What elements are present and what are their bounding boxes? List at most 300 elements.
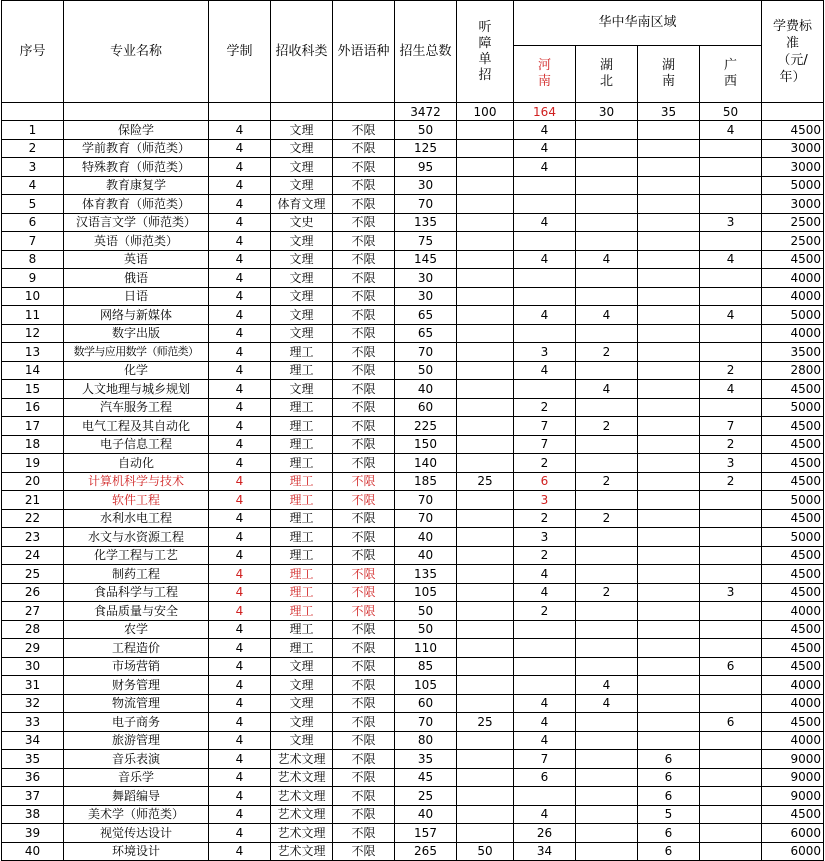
cell-years: 4 [209, 565, 271, 584]
cell-years: 4 [209, 250, 271, 269]
cell-major: 舞蹈编导 [64, 787, 209, 806]
cell-hubei [576, 620, 638, 639]
cell-language: 不限 [333, 361, 395, 380]
cell-language: 不限 [333, 380, 395, 399]
cell-hunan [638, 676, 700, 695]
cell-hubei: 4 [576, 250, 638, 269]
cell-deaf [457, 805, 514, 824]
cell-deaf [457, 232, 514, 251]
cell-deaf [457, 528, 514, 547]
header-deaf [457, 1, 514, 103]
cell-subject: 理工 [271, 361, 333, 380]
cell-guangxi [700, 639, 762, 658]
cell-language: 不限 [333, 565, 395, 584]
cell-total: 30 [395, 176, 457, 195]
cell-henan: 7 [514, 435, 576, 454]
cell-guangxi: 2 [700, 361, 762, 380]
totals-hubei: 30 [576, 103, 638, 121]
cell-total: 150 [395, 435, 457, 454]
cell-hunan [638, 158, 700, 177]
cell-hunan: 6 [638, 842, 700, 861]
cell-years: 4 [209, 287, 271, 306]
cell-deaf [457, 787, 514, 806]
totals-blank [271, 103, 333, 121]
cell-years: 4 [209, 842, 271, 861]
cell-guangxi [700, 398, 762, 417]
cell-subject: 理工 [271, 565, 333, 584]
cell-years: 4 [209, 491, 271, 510]
totals-blank [333, 103, 395, 121]
header-hunan-label: 湖南 [661, 58, 675, 89]
cell-language: 不限 [333, 602, 395, 621]
cell-major: 英语（师范类） [64, 232, 209, 251]
cell-hubei [576, 565, 638, 584]
cell-total: 50 [395, 620, 457, 639]
cell-hunan [638, 713, 700, 732]
cell-major: 汉语言文学（师范类） [64, 213, 209, 232]
cell-seq: 25 [2, 565, 64, 584]
cell-hunan [638, 139, 700, 158]
cell-henan [514, 324, 576, 343]
cell-henan [514, 195, 576, 214]
cell-hubei [576, 546, 638, 565]
cell-guangxi [700, 139, 762, 158]
cell-deaf [457, 454, 514, 473]
cell-hunan [638, 232, 700, 251]
cell-henan [514, 380, 576, 399]
table-row [2, 787, 824, 806]
cell-language: 不限 [333, 176, 395, 195]
cell-fee: 4000 [762, 694, 824, 713]
cell-total: 265 [395, 842, 457, 861]
table-row [2, 158, 824, 177]
cell-hunan [638, 398, 700, 417]
table-row [2, 546, 824, 565]
enrollment-table [1, 0, 824, 861]
cell-subject: 文理 [271, 731, 333, 750]
cell-subject: 文理 [271, 121, 333, 140]
header-subject: 招收科类 [271, 1, 333, 103]
cell-hunan [638, 287, 700, 306]
cell-deaf: 50 [457, 842, 514, 861]
cell-guangxi [700, 269, 762, 288]
cell-total: 185 [395, 472, 457, 491]
header-henan-label: 河南 [537, 58, 551, 89]
cell-major: 教育康复学 [64, 176, 209, 195]
cell-deaf [457, 380, 514, 399]
cell-deaf [457, 195, 514, 214]
cell-subject: 文理 [271, 139, 333, 158]
cell-total: 25 [395, 787, 457, 806]
cell-hubei [576, 398, 638, 417]
header-region: 华中华南区域 [514, 1, 762, 46]
cell-fee: 4500 [762, 546, 824, 565]
cell-fee: 4000 [762, 676, 824, 695]
cell-language: 不限 [333, 417, 395, 436]
cell-hunan [638, 731, 700, 750]
cell-deaf [457, 657, 514, 676]
cell-deaf [457, 213, 514, 232]
cell-hunan [638, 620, 700, 639]
cell-hunan [638, 195, 700, 214]
cell-seq: 27 [2, 602, 64, 621]
table-row [2, 768, 824, 787]
cell-language: 不限 [333, 213, 395, 232]
cell-hubei [576, 491, 638, 510]
cell-deaf [457, 398, 514, 417]
cell-fee: 2800 [762, 361, 824, 380]
table-body [2, 121, 824, 861]
cell-deaf [457, 250, 514, 269]
cell-subject: 文史 [271, 213, 333, 232]
cell-subject: 文理 [271, 306, 333, 325]
cell-fee: 9000 [762, 750, 824, 769]
cell-hubei: 2 [576, 472, 638, 491]
cell-major: 特殊教育（师范类） [64, 158, 209, 177]
cell-years: 4 [209, 454, 271, 473]
cell-seq: 5 [2, 195, 64, 214]
cell-years: 4 [209, 546, 271, 565]
header-hubei-label: 湖北 [599, 58, 613, 89]
cell-henan [514, 269, 576, 288]
cell-guangxi [700, 842, 762, 861]
cell-language: 不限 [333, 121, 395, 140]
cell-deaf [457, 583, 514, 602]
cell-major: 环境设计 [64, 842, 209, 861]
cell-henan: 6 [514, 768, 576, 787]
cell-years: 4 [209, 750, 271, 769]
cell-years: 4 [209, 398, 271, 417]
table-row [2, 269, 824, 288]
table-row [2, 361, 824, 380]
cell-fee: 4500 [762, 417, 824, 436]
cell-hubei [576, 787, 638, 806]
cell-henan: 4 [514, 565, 576, 584]
cell-henan: 4 [514, 805, 576, 824]
header-major: 专业名称 [64, 1, 209, 103]
cell-major: 视觉传达设计 [64, 824, 209, 843]
cell-subject: 理工 [271, 491, 333, 510]
cell-henan: 7 [514, 417, 576, 436]
cell-hunan [638, 361, 700, 380]
cell-hunan [638, 528, 700, 547]
cell-fee: 4500 [762, 583, 824, 602]
cell-major: 工程造价 [64, 639, 209, 658]
cell-seq: 20 [2, 472, 64, 491]
cell-henan [514, 232, 576, 251]
header-guangxi [700, 46, 762, 103]
cell-hunan [638, 583, 700, 602]
cell-hubei: 4 [576, 676, 638, 695]
cell-total: 65 [395, 306, 457, 325]
cell-years: 4 [209, 583, 271, 602]
cell-major: 人文地理与城乡规划 [64, 380, 209, 399]
cell-henan: 3 [514, 528, 576, 547]
cell-years: 4 [209, 232, 271, 251]
cell-years: 4 [209, 306, 271, 325]
cell-deaf [457, 639, 514, 658]
cell-hubei [576, 750, 638, 769]
cell-total: 70 [395, 713, 457, 732]
cell-guangxi: 6 [700, 713, 762, 732]
cell-fee: 9000 [762, 787, 824, 806]
cell-language: 不限 [333, 343, 395, 362]
header-years: 学制 [209, 1, 271, 103]
cell-hunan [638, 269, 700, 288]
cell-guangxi: 3 [700, 454, 762, 473]
cell-years: 4 [209, 657, 271, 676]
cell-fee: 4500 [762, 620, 824, 639]
cell-subject: 理工 [271, 509, 333, 528]
cell-hubei [576, 454, 638, 473]
cell-language: 不限 [333, 398, 395, 417]
cell-total: 80 [395, 731, 457, 750]
cell-deaf [457, 750, 514, 769]
cell-seq: 1 [2, 121, 64, 140]
cell-fee: 4000 [762, 269, 824, 288]
table-row [2, 213, 824, 232]
cell-deaf [457, 565, 514, 584]
cell-hunan [638, 602, 700, 621]
cell-language: 不限 [333, 787, 395, 806]
cell-subject: 理工 [271, 343, 333, 362]
cell-deaf [457, 324, 514, 343]
cell-seq: 32 [2, 694, 64, 713]
cell-seq: 12 [2, 324, 64, 343]
cell-henan: 4 [514, 250, 576, 269]
cell-deaf [457, 158, 514, 177]
cell-hunan [638, 546, 700, 565]
cell-deaf: 25 [457, 713, 514, 732]
cell-language: 不限 [333, 583, 395, 602]
cell-seq: 34 [2, 731, 64, 750]
cell-henan [514, 639, 576, 658]
cell-major: 电子信息工程 [64, 435, 209, 454]
cell-henan: 7 [514, 750, 576, 769]
cell-hubei [576, 768, 638, 787]
cell-years: 4 [209, 361, 271, 380]
cell-total: 70 [395, 491, 457, 510]
cell-deaf [457, 546, 514, 565]
cell-seq: 9 [2, 269, 64, 288]
cell-years: 4 [209, 213, 271, 232]
cell-major: 市场营销 [64, 657, 209, 676]
cell-subject: 文理 [271, 158, 333, 177]
cell-subject: 文理 [271, 176, 333, 195]
cell-major: 食品质量与安全 [64, 602, 209, 621]
cell-hunan: 6 [638, 787, 700, 806]
cell-major: 食品科学与工程 [64, 583, 209, 602]
cell-years: 4 [209, 787, 271, 806]
cell-total: 95 [395, 158, 457, 177]
cell-fee: 4500 [762, 454, 824, 473]
cell-henan: 2 [514, 509, 576, 528]
cell-hubei: 2 [576, 343, 638, 362]
cell-seq: 6 [2, 213, 64, 232]
cell-deaf [457, 139, 514, 158]
cell-guangxi [700, 158, 762, 177]
cell-years: 4 [209, 158, 271, 177]
cell-fee: 3500 [762, 343, 824, 362]
cell-henan [514, 787, 576, 806]
cell-guangxi [700, 491, 762, 510]
cell-years: 4 [209, 121, 271, 140]
cell-seq: 3 [2, 158, 64, 177]
cell-seq: 26 [2, 583, 64, 602]
cell-henan: 2 [514, 398, 576, 417]
cell-subject: 艺术文理 [271, 805, 333, 824]
cell-subject: 艺术文理 [271, 824, 333, 843]
cell-major: 保险学 [64, 121, 209, 140]
cell-fee: 4500 [762, 509, 824, 528]
cell-total: 225 [395, 417, 457, 436]
cell-subject: 理工 [271, 472, 333, 491]
cell-hubei [576, 657, 638, 676]
cell-language: 不限 [333, 306, 395, 325]
cell-deaf [457, 824, 514, 843]
header-hubei [576, 46, 638, 103]
cell-hubei [576, 269, 638, 288]
table-row [2, 657, 824, 676]
cell-hubei [576, 602, 638, 621]
header-hunan [638, 46, 700, 103]
cell-guangxi [700, 232, 762, 251]
cell-hubei [576, 731, 638, 750]
cell-hubei [576, 361, 638, 380]
cell-total: 110 [395, 639, 457, 658]
table-row [2, 509, 824, 528]
cell-years: 4 [209, 731, 271, 750]
cell-major: 水文与水资源工程 [64, 528, 209, 547]
cell-hubei [576, 121, 638, 140]
cell-seq: 7 [2, 232, 64, 251]
cell-subject: 理工 [271, 546, 333, 565]
totals-blank [2, 103, 64, 121]
cell-seq: 21 [2, 491, 64, 510]
cell-guangxi [700, 731, 762, 750]
cell-subject: 理工 [271, 602, 333, 621]
cell-major: 旅游管理 [64, 731, 209, 750]
cell-years: 4 [209, 417, 271, 436]
cell-seq: 13 [2, 343, 64, 362]
cell-major: 计算机科学与技术 [64, 472, 209, 491]
cell-seq: 17 [2, 417, 64, 436]
cell-subject: 艺术文理 [271, 768, 333, 787]
cell-seq: 22 [2, 509, 64, 528]
table-row [2, 139, 824, 158]
cell-guangxi [700, 676, 762, 695]
cell-seq: 14 [2, 361, 64, 380]
cell-language: 不限 [333, 750, 395, 769]
cell-fee: 5000 [762, 398, 824, 417]
cell-henan: 4 [514, 361, 576, 380]
cell-hubei [576, 805, 638, 824]
cell-henan: 4 [514, 583, 576, 602]
cell-seq: 18 [2, 435, 64, 454]
cell-language: 不限 [333, 676, 395, 695]
cell-total: 135 [395, 213, 457, 232]
table-row [2, 417, 824, 436]
cell-hubei [576, 158, 638, 177]
cell-deaf [457, 435, 514, 454]
cell-seq: 10 [2, 287, 64, 306]
cell-fee: 4500 [762, 639, 824, 658]
cell-total: 40 [395, 546, 457, 565]
cell-total: 40 [395, 380, 457, 399]
cell-language: 不限 [333, 232, 395, 251]
cell-henan: 4 [514, 694, 576, 713]
cell-guangxi [700, 509, 762, 528]
cell-deaf [457, 602, 514, 621]
cell-years: 4 [209, 472, 271, 491]
cell-henan [514, 176, 576, 195]
cell-fee: 2500 [762, 213, 824, 232]
cell-seq: 11 [2, 306, 64, 325]
cell-total: 50 [395, 602, 457, 621]
cell-guangxi: 6 [700, 657, 762, 676]
cell-major: 日语 [64, 287, 209, 306]
cell-years: 4 [209, 694, 271, 713]
cell-total: 30 [395, 269, 457, 288]
cell-hunan [638, 380, 700, 399]
header-language: 外语语种 [333, 1, 395, 103]
table-row [2, 583, 824, 602]
cell-henan: 34 [514, 842, 576, 861]
cell-total: 140 [395, 454, 457, 473]
table-row [2, 232, 824, 251]
cell-major: 体育教育（师范类） [64, 195, 209, 214]
cell-deaf [457, 731, 514, 750]
cell-subject: 理工 [271, 398, 333, 417]
cell-total: 125 [395, 139, 457, 158]
cell-fee: 4500 [762, 250, 824, 269]
cell-hubei [576, 842, 638, 861]
cell-subject: 理工 [271, 417, 333, 436]
cell-hunan [638, 121, 700, 140]
cell-total: 50 [395, 361, 457, 380]
cell-major: 化学工程与工艺 [64, 546, 209, 565]
cell-major: 英语 [64, 250, 209, 269]
cell-seq: 23 [2, 528, 64, 547]
cell-subject: 艺术文理 [271, 750, 333, 769]
cell-subject: 体育文理 [271, 195, 333, 214]
cell-hunan [638, 435, 700, 454]
totals-blank [209, 103, 271, 121]
cell-total: 30 [395, 287, 457, 306]
cell-henan: 4 [514, 121, 576, 140]
header-deaf-label: 听障单招 [478, 19, 492, 83]
cell-subject: 文理 [271, 324, 333, 343]
cell-fee: 4500 [762, 121, 824, 140]
cell-henan: 2 [514, 454, 576, 473]
cell-guangxi [700, 787, 762, 806]
cell-seq: 39 [2, 824, 64, 843]
cell-henan: 2 [514, 602, 576, 621]
cell-hubei: 4 [576, 694, 638, 713]
cell-total: 40 [395, 805, 457, 824]
cell-fee: 4000 [762, 731, 824, 750]
cell-deaf [457, 287, 514, 306]
cell-deaf [457, 676, 514, 695]
totals-total: 3472 [395, 103, 457, 121]
cell-henan: 4 [514, 139, 576, 158]
table-row [2, 306, 824, 325]
cell-major: 汽车服务工程 [64, 398, 209, 417]
cell-fee: 6000 [762, 824, 824, 843]
cell-language: 不限 [333, 824, 395, 843]
cell-henan: 26 [514, 824, 576, 843]
cell-language: 不限 [333, 842, 395, 861]
